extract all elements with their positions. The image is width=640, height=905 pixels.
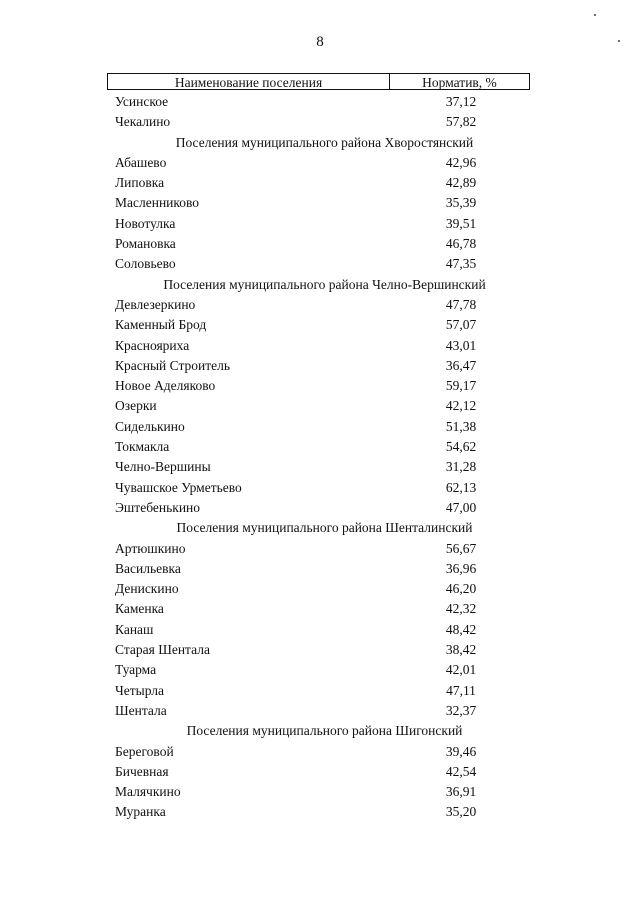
table-row xyxy=(107,640,530,660)
settlement-name: Чекалино xyxy=(115,114,171,130)
settlement-name: Челно-Вершины xyxy=(115,459,211,475)
settlement-name: Новое Аделяково xyxy=(115,378,216,394)
norm-value: 35,39 xyxy=(445,195,477,211)
norm-value: 42,01 xyxy=(445,662,477,678)
settlement-name: Туарма xyxy=(115,662,157,678)
table-row xyxy=(107,559,530,579)
page-number: 8 xyxy=(316,34,324,50)
settlement-name: Романовка xyxy=(115,236,176,252)
section-heading-row xyxy=(107,133,530,153)
header-norm-percent: Норматив, % xyxy=(422,75,497,90)
section-title: Поселения муниципального района Хворостянский xyxy=(175,134,474,150)
settlement-name: Озерки xyxy=(115,398,157,414)
norm-value: 47,11 xyxy=(446,682,476,698)
norm-value: 32,37 xyxy=(445,702,477,718)
table-row xyxy=(107,762,530,782)
norm-value: 39,46 xyxy=(445,743,477,759)
settlement-name: Чувашское Урметьево xyxy=(115,479,242,495)
settlement-name: Старая Шентала xyxy=(115,642,210,658)
table-row xyxy=(107,681,530,701)
settlement-name: Шентала xyxy=(115,702,167,718)
settlement-name: Абашево xyxy=(115,154,167,170)
table-header xyxy=(107,73,530,90)
table-row xyxy=(107,599,530,619)
settlement-name: Четырла xyxy=(115,682,165,698)
norm-value: 38,42 xyxy=(445,642,477,658)
norm-value: 62,13 xyxy=(445,479,477,495)
norm-value: 31,28 xyxy=(445,459,477,475)
table-row xyxy=(107,701,530,721)
table-row xyxy=(107,802,530,822)
scan-speck xyxy=(618,40,620,42)
settlement-name: Сиделькино xyxy=(115,418,185,434)
settlement-name: Канаш xyxy=(115,621,154,637)
table-row xyxy=(107,336,530,356)
norm-value: 36,47 xyxy=(445,357,477,373)
table-row xyxy=(107,478,530,498)
settlement-name: Артюшкино xyxy=(115,540,186,556)
settlement-name: Денискино xyxy=(115,581,179,597)
section-title: Поселения муниципального района Шигонский xyxy=(186,723,463,739)
settlement-name: Муранка xyxy=(115,804,166,820)
norm-value: 36,91 xyxy=(445,784,477,800)
settlement-name: Малячкино xyxy=(115,784,181,800)
settlements-table xyxy=(107,73,530,823)
norm-value: 47,35 xyxy=(445,256,477,272)
norm-value: 54,62 xyxy=(445,439,477,455)
table-row xyxy=(107,356,530,376)
norm-value: 57,82 xyxy=(445,114,477,130)
settlement-name: Береговой xyxy=(115,743,174,759)
table-row xyxy=(107,742,530,762)
table-row xyxy=(107,498,530,518)
norm-value: 51,38 xyxy=(445,418,477,434)
table-row xyxy=(107,620,530,640)
norm-value: 57,07 xyxy=(445,317,477,333)
table-row xyxy=(107,539,530,559)
settlement-name: Каменка xyxy=(115,601,164,617)
settlement-name: Девлезеркино xyxy=(115,296,196,312)
norm-value: 46,20 xyxy=(445,581,477,597)
table-row xyxy=(107,396,530,416)
section-heading-row xyxy=(107,518,530,538)
scan-speck xyxy=(594,14,596,16)
settlement-name: Бичевная xyxy=(115,763,169,779)
table-row xyxy=(107,254,530,274)
table-row xyxy=(107,173,530,193)
table-row xyxy=(107,234,530,254)
settlement-name: Соловьево xyxy=(115,256,176,272)
settlement-name: Васильевка xyxy=(115,560,181,576)
norm-value: 42,96 xyxy=(445,154,477,170)
norm-value: 47,78 xyxy=(445,296,477,312)
settlement-name: Краснояриха xyxy=(115,337,190,353)
section-title: Поселения муниципального района Челно-Вершинский xyxy=(163,276,486,292)
norm-value: 42,12 xyxy=(445,398,477,414)
table-row xyxy=(107,112,530,132)
norm-value: 59,17 xyxy=(445,378,477,394)
table-row xyxy=(107,457,530,477)
norm-value: 39,51 xyxy=(445,215,477,231)
norm-value: 35,20 xyxy=(445,804,477,820)
table-row xyxy=(107,437,530,457)
table-row xyxy=(107,295,530,315)
norm-value: 42,54 xyxy=(445,763,477,779)
table-row xyxy=(107,214,530,234)
norm-value: 56,67 xyxy=(445,540,477,556)
settlement-name: Токмакла xyxy=(115,439,170,455)
settlement-name: Новотулка xyxy=(115,215,176,231)
table-row xyxy=(107,193,530,213)
settlement-name: Эштебенькино xyxy=(115,499,201,515)
settlement-name: Каменный Брод xyxy=(115,317,207,333)
table-body xyxy=(107,92,530,823)
settlement-name: Красный Строитель xyxy=(115,357,231,373)
norm-value: 48,42 xyxy=(445,621,477,637)
norm-value: 43,01 xyxy=(445,337,477,353)
header-settlement-name: Наименование поселения xyxy=(108,74,390,89)
norm-value: 46,78 xyxy=(445,236,477,252)
section-heading-row xyxy=(107,275,530,295)
table-row xyxy=(107,579,530,599)
section-title: Поселения муниципального района Шенталинский xyxy=(176,520,473,536)
table-row xyxy=(107,315,530,335)
norm-value: 36,96 xyxy=(445,560,477,576)
table-row xyxy=(107,376,530,396)
table-row xyxy=(107,660,530,680)
settlement-name: Усинское xyxy=(115,94,169,109)
table-row xyxy=(107,153,530,173)
norm-value: 42,32 xyxy=(445,601,477,617)
settlement-name: Липовка xyxy=(115,175,165,191)
norm-value: 42,89 xyxy=(445,175,477,191)
table-row xyxy=(107,92,530,112)
norm-value: 37,12 xyxy=(445,94,477,109)
section-heading-row xyxy=(107,721,530,741)
settlement-name: Масленниково xyxy=(115,195,200,211)
norm-value: 47,00 xyxy=(445,499,477,515)
table-row xyxy=(107,417,530,437)
table-row xyxy=(107,782,530,802)
